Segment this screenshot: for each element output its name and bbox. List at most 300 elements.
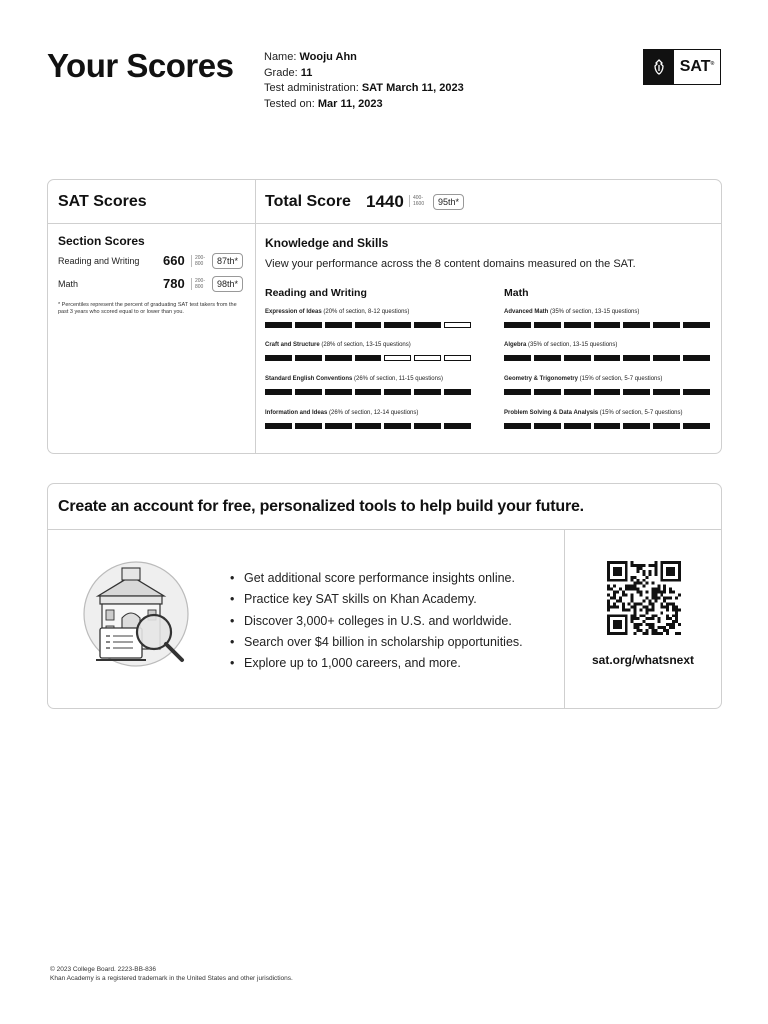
performance-segment-filled (683, 423, 710, 429)
qr-module (622, 608, 625, 611)
performance-segment-filled (653, 423, 680, 429)
qr-module (645, 623, 648, 626)
benefit-item: • Explore up to 1,000 careers, and more. (228, 653, 523, 674)
qr-module (607, 620, 610, 623)
qr-module (672, 623, 675, 626)
qr-module (654, 599, 657, 602)
qr-module (625, 585, 628, 588)
performance-segment-filled (265, 355, 292, 361)
qr-module (643, 579, 646, 582)
logo-text (674, 50, 720, 84)
qr-module (619, 632, 622, 635)
qr-module (619, 570, 622, 573)
qr-module (616, 620, 619, 623)
qr-module (634, 564, 637, 567)
qr-module (669, 623, 672, 626)
qr-module (654, 632, 657, 635)
performance-segment-filled (384, 322, 411, 328)
qr-module (675, 617, 678, 620)
grade-label: Grade: (264, 66, 298, 79)
qr-module (654, 567, 657, 570)
qr-module (666, 608, 669, 611)
qr-module (643, 573, 646, 576)
performance-bar (265, 322, 471, 328)
performance-segment-filled (295, 322, 322, 328)
performance-segment-filled (623, 355, 650, 361)
qr-module (643, 564, 646, 567)
qr-module (651, 623, 654, 626)
qr-module (607, 629, 610, 632)
qr-module (669, 602, 672, 605)
performance-segment-empty (414, 355, 441, 361)
qr-module (625, 632, 628, 635)
performance-bar (265, 423, 471, 429)
scores-divider (255, 180, 256, 453)
qr-module (631, 597, 634, 600)
qr-module (625, 573, 628, 576)
benefit-item: • Practice key SAT skills on Khan Academy. (228, 589, 523, 610)
qr-module (645, 629, 648, 632)
performance-segment-filled (534, 389, 561, 395)
qr-module (657, 617, 660, 620)
qr-module (607, 626, 610, 629)
grade-value: 11 (300, 66, 313, 79)
performance-segment-filled (564, 322, 591, 328)
qr-module (672, 561, 675, 564)
qr-module (640, 567, 643, 570)
performance-bar (504, 355, 710, 361)
domain-detail: (20% of section, 8-12 questions) (321, 309, 410, 315)
qr-module (660, 567, 663, 570)
qr-module (648, 599, 651, 602)
qr-module (637, 626, 640, 629)
qr-module (640, 582, 643, 585)
qr-module (634, 617, 637, 620)
qr-module (669, 597, 672, 600)
qr-module (657, 626, 660, 629)
qr-code[interactable] (607, 561, 681, 635)
qr-module (672, 591, 675, 594)
qr-module (613, 594, 616, 597)
qr-module (634, 576, 637, 579)
qr-module (651, 597, 654, 600)
qr-module (640, 608, 643, 611)
qr-module (663, 599, 666, 602)
qr-module (663, 629, 666, 632)
qr-module (607, 623, 610, 626)
qr-module (613, 623, 616, 626)
qr-module (631, 620, 634, 623)
qr-module (648, 564, 651, 567)
section-scores-heading: Section Scores (58, 234, 145, 248)
domain-label (265, 376, 471, 382)
performance-segment-filled (384, 389, 411, 395)
grade-row (264, 66, 464, 82)
performance-segment-filled (594, 423, 621, 429)
qr-module (631, 617, 634, 620)
qr-module (613, 579, 616, 582)
qr-module (613, 585, 616, 588)
qr-module (663, 597, 666, 600)
section-score-range (191, 278, 205, 290)
qr-module (625, 623, 628, 626)
domain-name: Geometry & Trigonometry (504, 376, 579, 382)
qr-module (640, 602, 643, 605)
performance-segment-filled (444, 389, 471, 395)
qr-module (610, 632, 613, 635)
qr-module (672, 608, 675, 611)
performance-segment-filled (414, 423, 441, 429)
qr-module (672, 602, 675, 605)
qr-module (675, 608, 678, 611)
performance-segment-filled (564, 389, 591, 395)
qr-module (660, 576, 663, 579)
qr-module (678, 567, 681, 570)
domain-name: Expression of Ideas (265, 309, 322, 315)
qr-module (610, 579, 613, 582)
qr-module (613, 614, 616, 617)
qr-module (613, 626, 616, 629)
qr-module (610, 597, 613, 600)
performance-segment-filled (355, 423, 382, 429)
knowledge-skills-description: View your performance across the 8 content domains measured on the SAT. (265, 258, 636, 270)
total-score-label: Total Score (265, 193, 351, 210)
performance-segment-filled (504, 423, 531, 429)
performance-segment-empty (444, 355, 471, 361)
qr-module (640, 614, 643, 617)
qr-module (678, 632, 681, 635)
qr-module (660, 602, 663, 605)
domain-name: Algebra (504, 342, 527, 348)
qr-module (631, 614, 634, 617)
qr-module (645, 608, 648, 611)
range-bottom: 800 (195, 284, 204, 290)
qr-module (660, 564, 663, 567)
trademark-text: Khan Academy is a registered trademark in the United States and other jurisdictions. (50, 974, 293, 982)
qr-module (613, 620, 616, 623)
performance-segment-filled (683, 389, 710, 395)
domain-item (265, 342, 471, 361)
qr-module (631, 561, 634, 564)
performance-segment-filled (564, 423, 591, 429)
qr-module (628, 585, 631, 588)
performance-segment-filled (534, 322, 561, 328)
qr-module (622, 591, 625, 594)
qr-module (666, 597, 669, 600)
qr-module (622, 594, 625, 597)
qr-module (643, 599, 646, 602)
domain-item (265, 410, 471, 429)
qr-module (651, 632, 654, 635)
section-percentile-badge: 87th* (212, 253, 243, 269)
qr-module (634, 585, 637, 588)
qr-module (619, 588, 622, 591)
performance-segment-filled (355, 322, 382, 328)
qr-module (625, 608, 628, 611)
tested-label: Tested on: (264, 97, 315, 110)
qr-module (637, 629, 640, 632)
qr-module (654, 591, 657, 594)
qr-module (648, 617, 651, 620)
qr-module (669, 617, 672, 620)
performance-bar (504, 389, 710, 395)
qr-module (616, 623, 619, 626)
qr-module (622, 632, 625, 635)
qr-module (654, 573, 657, 576)
performance-segment-filled (504, 355, 531, 361)
qr-module (669, 588, 672, 591)
qr-module (616, 573, 619, 576)
qr-module (663, 579, 666, 582)
qr-module (678, 608, 681, 611)
promo-title: Create an account for free, personalized tools to help build your future. (58, 498, 584, 515)
qr-module (613, 573, 616, 576)
qr-module (678, 576, 681, 579)
qr-module (645, 611, 648, 614)
qr-module (666, 570, 669, 573)
qr-module (666, 629, 669, 632)
qr-module (631, 585, 634, 588)
qr-module (663, 591, 666, 594)
qr-module (660, 573, 663, 576)
qr-module (613, 597, 616, 600)
qr-module (625, 588, 628, 591)
qr-module (660, 594, 663, 597)
qr-module (666, 561, 669, 564)
qr-module (625, 594, 628, 597)
scores-card (47, 179, 722, 454)
qr-module (666, 632, 669, 635)
qr-module (613, 570, 616, 573)
qr-module (631, 588, 634, 591)
performance-segment-filled (265, 389, 292, 395)
qr-module (634, 632, 637, 635)
benefit-item: • Get additional score performance insights online. (228, 568, 523, 589)
qr-module (616, 626, 619, 629)
domain-item (504, 410, 710, 429)
qr-module (637, 567, 640, 570)
qr-module (616, 579, 619, 582)
qr-module (613, 602, 616, 605)
domain-detail: (15% of section, 5-7 questions) (598, 410, 683, 416)
qr-module (657, 597, 660, 600)
qr-module (625, 617, 628, 620)
qr-module (628, 588, 631, 591)
performance-segment-filled (414, 389, 441, 395)
qr-module (675, 579, 678, 582)
qr-module (660, 561, 663, 564)
qr-module (640, 594, 643, 597)
qr-module (640, 591, 643, 594)
qr-module (634, 588, 637, 591)
qr-module (651, 605, 654, 608)
qr-module (663, 561, 666, 564)
qr-module (669, 567, 672, 570)
qr-module (672, 579, 675, 582)
acorn-icon (644, 50, 674, 84)
domain-item (504, 376, 710, 395)
benefit-list (228, 568, 523, 674)
qr-module (607, 617, 610, 620)
qr-module (660, 611, 663, 614)
performance-segment-filled (384, 423, 411, 429)
qr-module (616, 599, 619, 602)
whats-next-link[interactable]: sat.org/whatsnext (591, 653, 695, 667)
qr-module (607, 594, 610, 597)
performance-bar (504, 423, 710, 429)
tested-value: Mar 11, 2023 (317, 97, 383, 110)
qr-module (622, 602, 625, 605)
qr-module (637, 602, 640, 605)
qr-module (634, 623, 637, 626)
qr-module (619, 561, 622, 564)
qr-module (622, 579, 625, 582)
qr-module (678, 573, 681, 576)
qr-module (643, 620, 646, 623)
qr-module (613, 605, 616, 608)
section-name: Math (58, 279, 79, 289)
qr-module (607, 599, 610, 602)
qr-module (672, 614, 675, 617)
qr-module (654, 561, 657, 564)
qr-module (654, 614, 657, 617)
qr-module (607, 579, 610, 582)
qr-module (610, 561, 613, 564)
qr-module (663, 585, 666, 588)
qr-module (669, 561, 672, 564)
footer (50, 966, 293, 983)
domain-name: Problem Solving & Data Analysis (504, 410, 599, 416)
qr-module (622, 605, 625, 608)
qr-module (669, 626, 672, 629)
performance-segment-filled (504, 389, 531, 395)
performance-segment-filled (683, 355, 710, 361)
qr-module (640, 564, 643, 567)
domain-item (504, 342, 710, 361)
range-top: 200- (195, 278, 206, 284)
performance-segment-filled (623, 423, 650, 429)
qr-module (634, 602, 637, 605)
performance-segment-filled (594, 355, 621, 361)
qr-module (666, 614, 669, 617)
qr-module (660, 591, 663, 594)
section-score-range (191, 255, 205, 267)
benefit-item: • Discover 3,000+ colleges in U.S. and worldwide. (228, 611, 523, 632)
qr-module (625, 579, 628, 582)
qr-module (666, 605, 669, 608)
domain-name: Standard English Conventions (265, 376, 353, 382)
qr-module (616, 591, 619, 594)
qr-module (645, 617, 648, 620)
qr-module (634, 626, 637, 629)
qr-module (660, 605, 663, 608)
domain-label (504, 309, 710, 315)
performance-segment-filled (444, 423, 471, 429)
qr-module (622, 614, 625, 617)
qr-module (610, 614, 613, 617)
domain-label (504, 376, 710, 382)
qr-module (645, 591, 648, 594)
performance-segment-filled (265, 423, 292, 429)
qr-module (619, 620, 622, 623)
performance-segment-filled (355, 389, 382, 395)
qr-module (651, 608, 654, 611)
qr-module (619, 597, 622, 600)
tested-row (264, 97, 464, 113)
domain-detail: (35% of section, 13-15 questions) (526, 342, 618, 348)
qr-module (666, 602, 669, 605)
qr-module (651, 564, 654, 567)
section-percentile-badge: 98th* (212, 276, 243, 292)
qr-module (631, 605, 634, 608)
total-percentile-badge: 95th* (433, 194, 464, 210)
qr-module (672, 567, 675, 570)
performance-segment-filled (534, 423, 561, 429)
qr-module (643, 614, 646, 617)
qr-module (625, 570, 628, 573)
logo-registered: ® (710, 61, 715, 67)
performance-segment-filled (325, 389, 352, 395)
qr-module (619, 599, 622, 602)
qr-module (660, 579, 663, 582)
qr-module (607, 608, 610, 611)
domain-item (504, 309, 710, 328)
qr-module (678, 564, 681, 567)
qr-module (648, 573, 651, 576)
qr-module (672, 573, 675, 576)
qr-module (607, 567, 610, 570)
section-score-value: 780 (163, 276, 185, 291)
qr-module (648, 608, 651, 611)
qr-module (607, 605, 610, 608)
qr-module (607, 614, 610, 617)
promo-divider (564, 530, 565, 709)
qr-module (651, 591, 654, 594)
section-name: Reading and Writing (58, 256, 140, 266)
qr-module (672, 620, 675, 623)
qr-module (637, 564, 640, 567)
qr-module (648, 623, 651, 626)
domain-label (504, 410, 710, 416)
student-name: Wooju Ahn (299, 51, 357, 63)
qr-module (625, 567, 628, 570)
qr-module (631, 594, 634, 597)
qr-module (654, 629, 657, 632)
qr-module (645, 597, 648, 600)
performance-segment-filled (325, 322, 352, 328)
performance-segment-filled (325, 423, 352, 429)
qr-module (678, 623, 681, 626)
domain-item (265, 309, 471, 328)
qr-module (622, 561, 625, 564)
performance-segment-empty (384, 355, 411, 361)
qr-module (669, 591, 672, 594)
qr-module (666, 573, 669, 576)
qr-module (637, 617, 640, 620)
qr-module (648, 626, 651, 629)
qr-module (607, 588, 610, 591)
college-search-illustration (78, 556, 200, 674)
qr-module (616, 570, 619, 573)
qr-module (643, 570, 646, 573)
promo-card (47, 483, 722, 709)
qr-module (654, 594, 657, 597)
qr-module (651, 588, 654, 591)
performance-segment-filled (653, 322, 680, 328)
performance-segment-filled (504, 322, 531, 328)
performance-segment-filled (325, 355, 352, 361)
range-top: 400- (413, 195, 424, 201)
